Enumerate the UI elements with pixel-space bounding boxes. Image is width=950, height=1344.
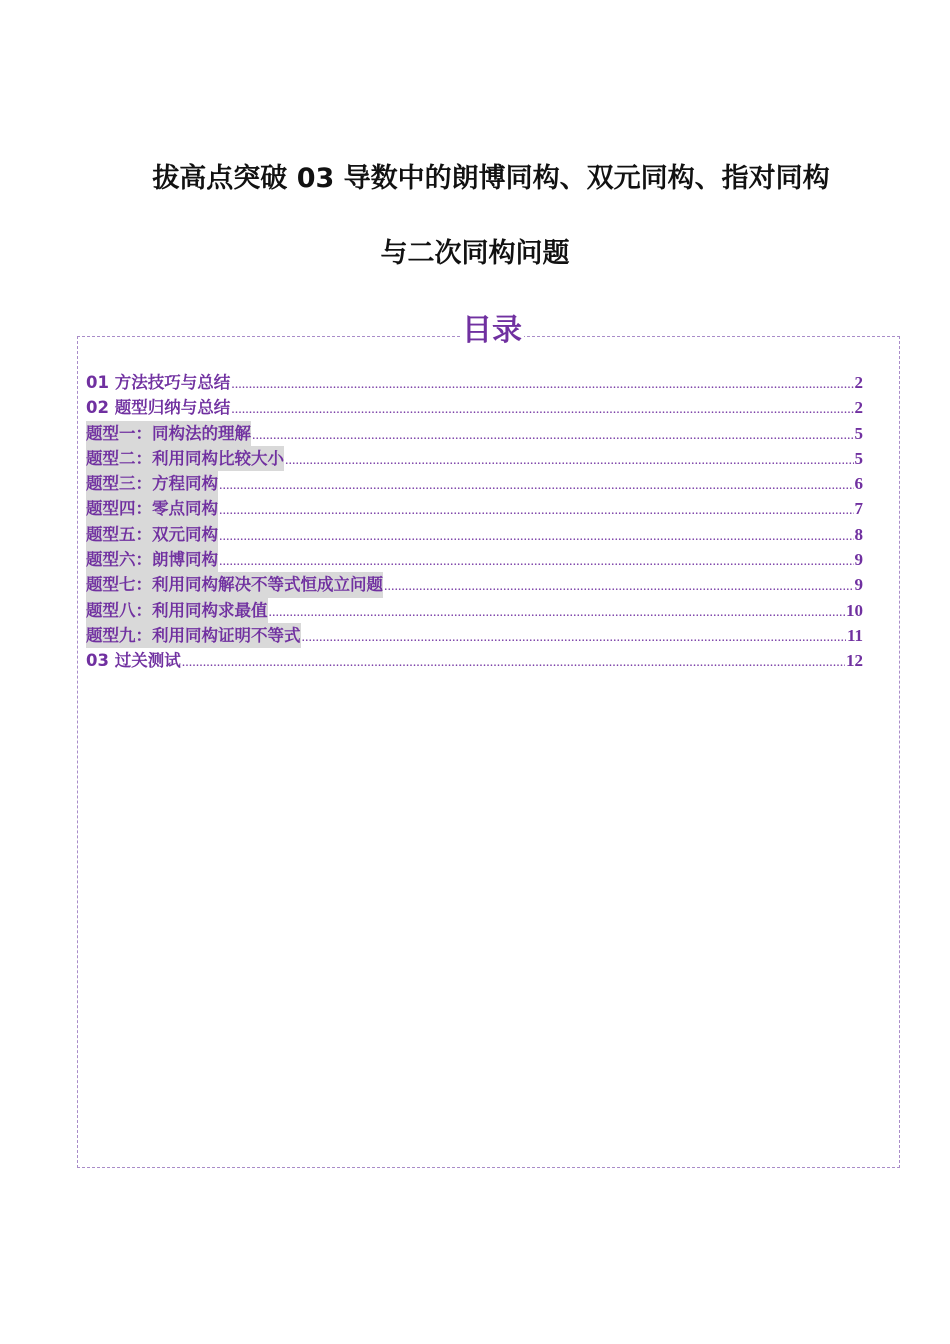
toc-leader-dots: [285, 448, 854, 471]
toc-entry-label: 题型五：双元同构: [86, 522, 218, 547]
toc-leader-dots: [219, 524, 854, 547]
toc-heading: [0, 305, 950, 349]
toc-entry-label: 题型四：零点同构: [86, 496, 218, 521]
toc-entry-page: 5: [854, 423, 863, 443]
toc-entry-page: 2: [854, 398, 863, 418]
toc-entry-label: 题型二：利用同构比较大小: [86, 446, 284, 471]
toc-leader-dots: [219, 549, 854, 572]
toc-entry-label: 题型三：方程同构: [86, 471, 218, 496]
toc-entry-label: 02 题型归纳与总结: [86, 398, 231, 418]
toc-entry-question-types-summary[interactable]: [86, 395, 863, 420]
toc-entry-page: 9: [854, 550, 863, 570]
toc-entry-type-3[interactable]: [86, 471, 863, 496]
toc-entry-page: 9: [854, 575, 863, 595]
toc-leader-dots: [231, 372, 853, 395]
toc-entry-type-2[interactable]: [86, 446, 863, 471]
toc-entry-type-8[interactable]: [86, 598, 863, 623]
toc-entry-type-5[interactable]: [86, 522, 863, 547]
toc-heading-text: 目录: [462, 313, 522, 348]
toc-entry-methods-summary[interactable]: [86, 370, 863, 395]
toc-entry-type-7[interactable]: [86, 572, 863, 597]
toc-leader-dots: [231, 397, 853, 420]
toc-entry-type-4[interactable]: [86, 496, 863, 521]
toc-entry-type-6[interactable]: [86, 547, 863, 572]
toc-leader-dots: [269, 600, 846, 623]
toc-entry-page: 7: [854, 499, 863, 519]
toc-entry-label: 题型八：利用同构求最值: [86, 598, 268, 623]
toc-entry-type-9[interactable]: [86, 623, 863, 648]
toc-entry-page: 11: [846, 625, 863, 645]
toc-entry-page: 10: [846, 600, 863, 620]
toc-entry-review-test[interactable]: [86, 648, 863, 673]
toc-leader-dots: [252, 423, 854, 446]
document-title-line-2: 与二次同构问题: [380, 238, 570, 269]
toc-entry-page: 5: [854, 448, 863, 468]
toc-leader-dots: [182, 650, 845, 673]
toc-entry-label: 01 方法技巧与总结: [86, 373, 231, 392]
toc-entry-label: 题型七：利用同构解决不等式恒成立问题: [86, 572, 383, 597]
toc-leader-dots: [384, 574, 854, 597]
toc-entry-label: 题型九：利用同构证明不等式: [86, 623, 301, 648]
toc-entry-label: 03 过关测试: [86, 651, 181, 671]
toc-entry-page: 12: [846, 651, 863, 671]
toc-entry-page: 2: [854, 373, 863, 392]
toc-entry-page: 8: [854, 524, 863, 544]
toc-entry-type-1[interactable]: [86, 421, 863, 446]
toc-leader-dots: [302, 625, 846, 648]
toc-leader-dots: [219, 473, 854, 496]
toc-entry-label: 题型一：同构法的理解: [86, 421, 251, 446]
document-title-line-1: 拔高点突破 03 导数中的朗博同构、双元同构、指对同构: [152, 163, 830, 194]
toc-leader-dots: [219, 498, 854, 521]
toc-entry-page: 6: [854, 474, 863, 494]
toc-list: [86, 370, 863, 674]
toc-entry-label: 题型六：朗博同构: [86, 547, 218, 572]
